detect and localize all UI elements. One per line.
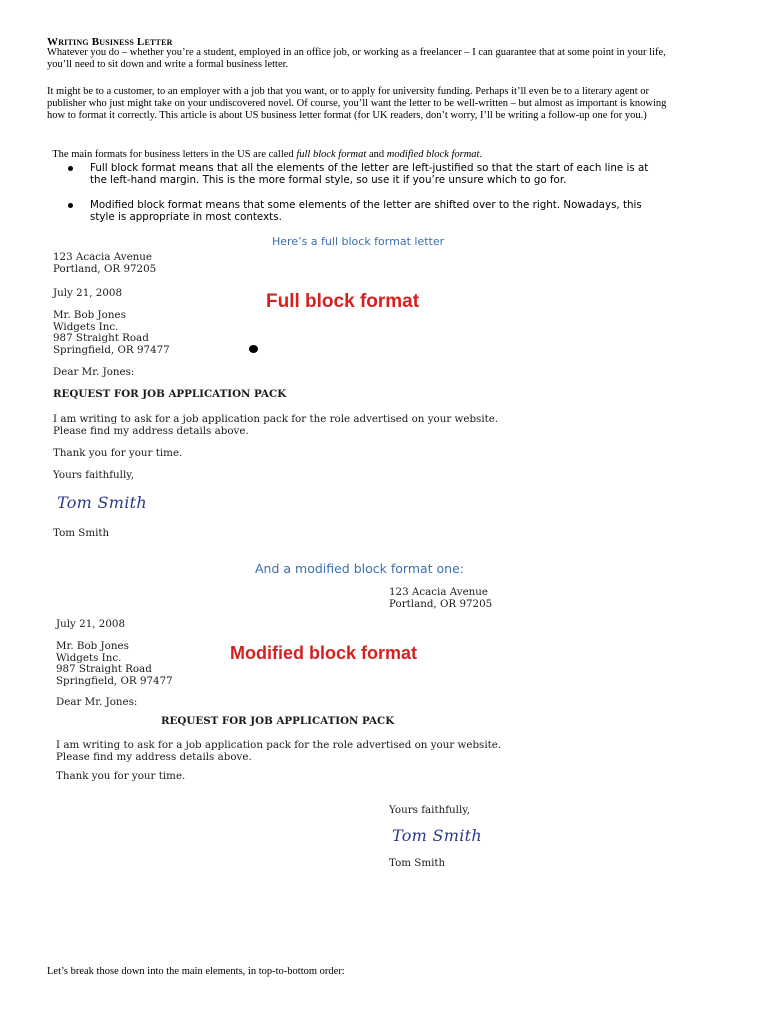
- bullet-full-block: Full block format means that all the elements of the letter are left-justified so that the start of each line is at the left-hand margin. This is the more formal style, so use it if you’re unsure which to go for.: [90, 162, 649, 186]
- modified-block-label: Modified block format: [230, 643, 418, 663]
- modified-subject: REQUEST FOR JOB APPLICATION PACK: [161, 715, 395, 727]
- modified-recipient-address: Mr. Bob Jones Widgets Inc. 987 Straight Road Springfield, OR 97477: [56, 640, 173, 687]
- formats-sentence-after: .: [479, 149, 483, 160]
- formats-sentence-mid: and: [366, 149, 387, 160]
- full-salutation: Dear Mr. Jones:: [53, 366, 135, 378]
- modified-closing: Yours faithfully,: [389, 804, 470, 816]
- formats-sentence: [47, 137, 737, 161]
- modified-name: Tom Smith: [389, 857, 446, 869]
- intro-paragraph-2: It might be to a customer, to an employer with a job that you want, or to apply for university funding. Perhaps it’ll even be to a literary agent or publisher who just might take on your undiscovered novel. Of course, you’ll want the letter to be well-written – but almost as important is knowing how to format it correctly. This article is about US business letter format (for UK readers, don’t worry, I’ll be writing a follow-up one for you.): [47, 86, 667, 121]
- bullet-dot-1: [68, 166, 73, 171]
- modified-signature: Tom Smith: [392, 826, 483, 845]
- modified-sender-address: 123 Acacia Avenue Portland, OR 97205: [389, 586, 493, 610]
- full-block-heading: Here’s a full block format letter: [272, 235, 445, 248]
- bullet-dot-2: [68, 203, 73, 208]
- footer-sentence: Let’s break those down into the main elements, in top-to-bottom order:: [47, 966, 345, 977]
- formats-sentence-before: The main formats for business letters in the US are called: [52, 149, 297, 160]
- full-thanks: Thank you for your time.: [53, 447, 183, 459]
- full-signature: Tom Smith: [57, 493, 148, 512]
- full-body: I am writing to ask for a job application pack for the role advertised on your website. Please find my address details above.: [53, 413, 499, 437]
- full-block-label: Full block format: [266, 291, 420, 312]
- modified-block-term: modified block format: [386, 149, 480, 160]
- modified-body: I am writing to ask for a job application pack for the role advertised on your website. Please find my address details above.: [56, 739, 502, 763]
- modified-block-heading: And a modified block format one:: [255, 561, 465, 576]
- full-subject: REQUEST FOR JOB APPLICATION PACK: [53, 388, 287, 400]
- modified-date: July 21, 2008: [56, 618, 125, 630]
- full-block-term: full block format: [296, 149, 367, 160]
- full-closing: Yours faithfully,: [53, 469, 134, 481]
- full-recipient-address: Mr. Bob Jones Widgets Inc. 987 Straight Road Springfield, OR 97477: [53, 309, 170, 356]
- full-date: July 21, 2008: [53, 287, 122, 299]
- bullet-modified-block: Modified block format means that some elements of the letter are shifted over to the right. Nowadays, this style is appropriate in most contexts.: [90, 199, 642, 223]
- full-sender-address: 123 Acacia Avenue Portland, OR 97205: [53, 251, 157, 275]
- modified-salutation: Dear Mr. Jones:: [56, 696, 138, 708]
- stray-dot-mark: [249, 345, 258, 353]
- intro-paragraph-1: Whatever you do – whether you’re a student, employed in an office job, or working as a freelancer – I can guarantee that at some point in your life, you’ll need to sit down and write a formal business letter.: [47, 47, 666, 70]
- full-name: Tom Smith: [53, 527, 110, 539]
- modified-thanks: Thank you for your time.: [56, 770, 186, 782]
- document-title: Writing Business Letter: [47, 36, 173, 48]
